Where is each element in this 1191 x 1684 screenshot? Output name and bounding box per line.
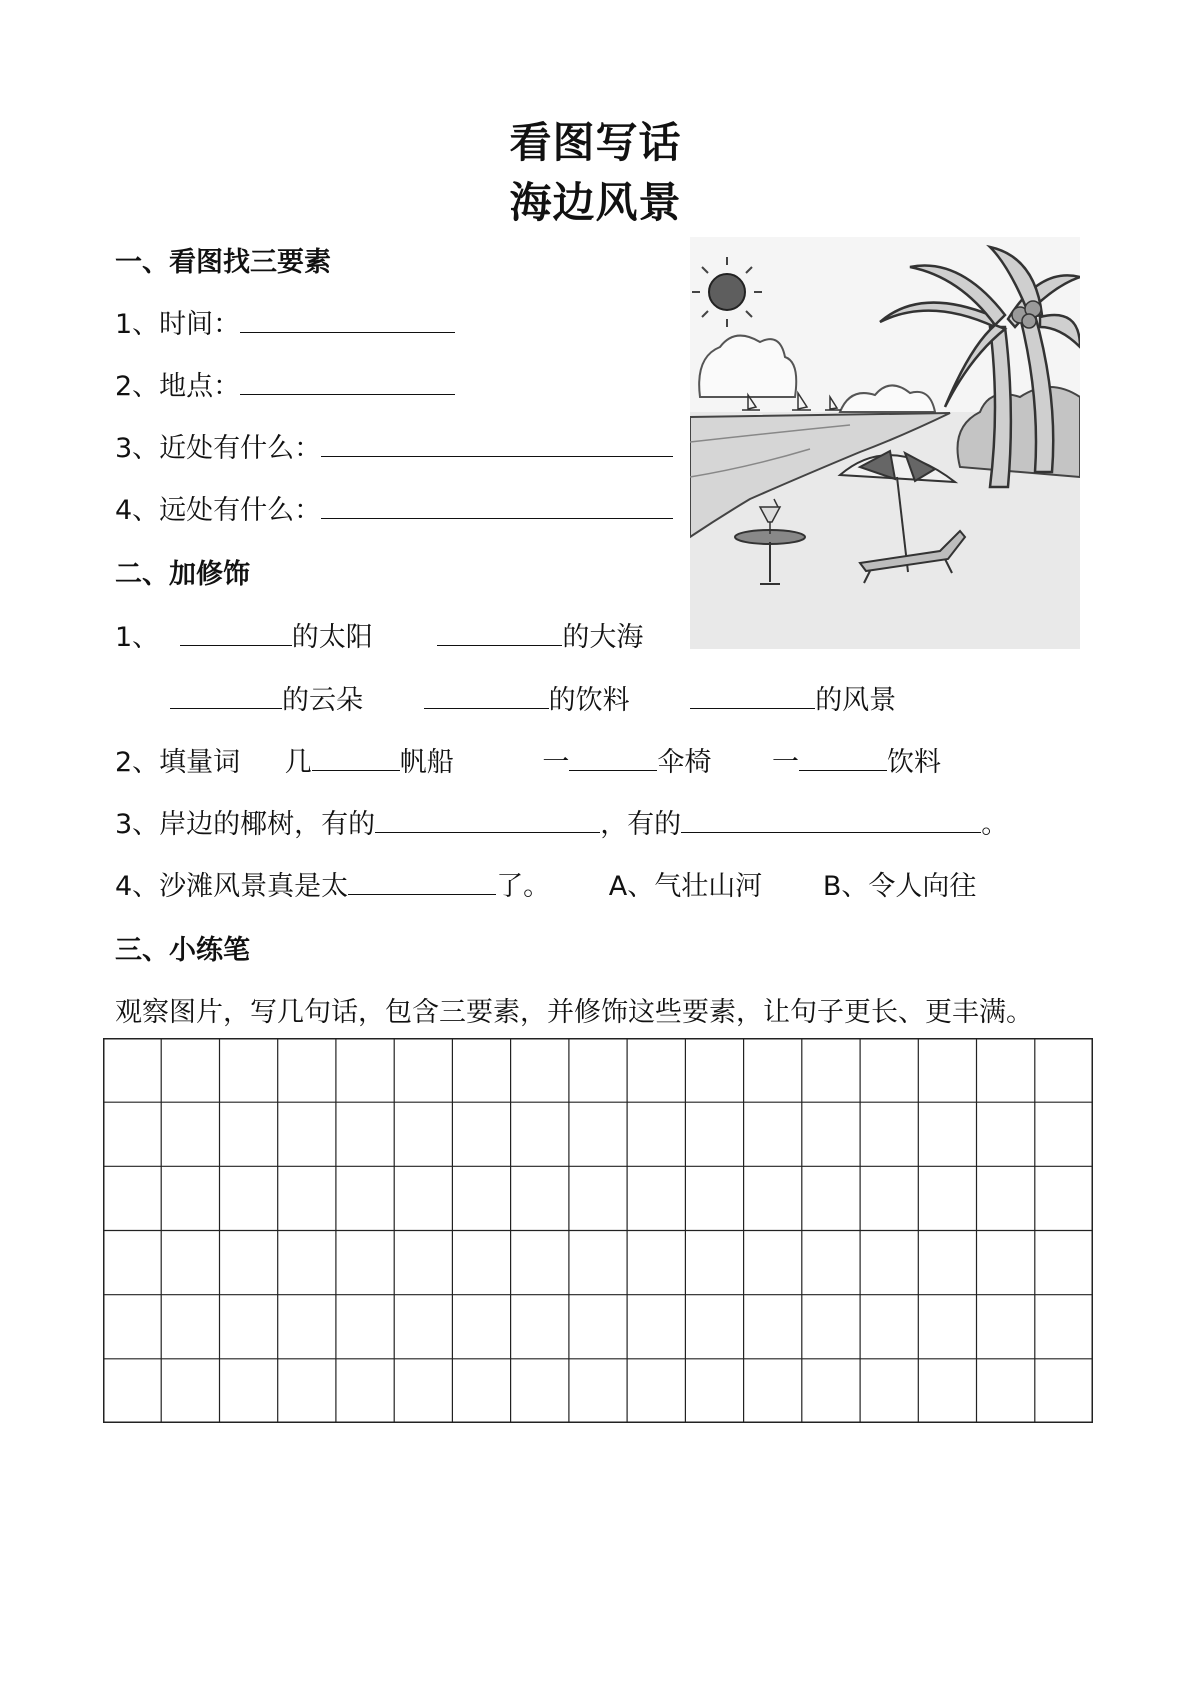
q-place-label: 2、地点： xyxy=(115,371,241,402)
section3-heading: 三、小练笔 xyxy=(115,935,250,966)
modifier-item: 的饮料 xyxy=(548,685,630,716)
answer-blank[interactable] xyxy=(170,682,282,709)
section1-heading: 一、看图找三要素 xyxy=(115,247,331,278)
page-title: 看图写话 xyxy=(509,118,682,167)
measure-pre: 一 xyxy=(771,747,799,778)
option-b[interactable]: B、令人向往 xyxy=(822,871,977,902)
q-beach-prefix: 4、沙滩风景真是太 xyxy=(115,871,349,902)
answer-blank[interactable] xyxy=(690,682,815,709)
q-modifier-num: 1、 xyxy=(115,622,160,653)
q-coconut-mid: ，有的 xyxy=(600,809,682,840)
answer-blank[interactable] xyxy=(424,682,549,709)
answer-blank[interactable] xyxy=(240,306,455,333)
answer-blank[interactable] xyxy=(375,806,600,833)
answer-blank[interactable] xyxy=(681,806,981,833)
modifier-item: 的云朵 xyxy=(282,685,363,716)
answer-blank[interactable] xyxy=(437,619,562,646)
q-near xyxy=(115,426,673,465)
measure-pre: 一 xyxy=(542,747,570,778)
q-far-label: 4、远处有什么： xyxy=(115,495,322,526)
q-coconut-end: 。 xyxy=(981,809,1009,840)
q-modifier-row1 xyxy=(115,615,643,654)
q-far xyxy=(115,488,673,527)
q-beach-scenery xyxy=(115,864,976,903)
modifier-item: 的风景 xyxy=(815,685,897,716)
answer-blank[interactable] xyxy=(180,619,292,646)
answer-blank[interactable] xyxy=(312,744,400,771)
q-beach-suffix: 了。 xyxy=(496,871,551,902)
section3-instruction: 观察图片，写几句话，包含三要素，并修饰这些要素，让句子更长、更丰满。 xyxy=(115,997,1033,1028)
q-place xyxy=(115,364,455,403)
q-near-label: 3、近处有什么： xyxy=(115,433,322,464)
modifier-item: 的太阳 xyxy=(291,622,373,653)
answer-blank[interactable] xyxy=(321,492,673,519)
answer-blank[interactable] xyxy=(240,368,455,395)
measure-post: 饮料 xyxy=(886,747,941,778)
writing-grid[interactable] xyxy=(103,1038,1093,1423)
q-time xyxy=(115,302,455,341)
section2-heading: 二、加修饰 xyxy=(115,559,250,590)
answer-blank[interactable] xyxy=(348,868,496,895)
answer-blank[interactable] xyxy=(569,744,657,771)
measure-pre: 几 xyxy=(284,747,312,778)
measure-post: 帆船 xyxy=(399,747,454,778)
q-measure-words xyxy=(115,740,941,779)
option-a[interactable]: A、气壮山河 xyxy=(608,871,763,902)
page-subtitle: 海边风景 xyxy=(509,178,682,227)
modifier-item: 的大海 xyxy=(562,622,644,653)
q-time-label: 1、时间： xyxy=(115,309,241,340)
measure-post: 伞椅 xyxy=(657,747,712,778)
q-coconut-trees xyxy=(115,802,1008,841)
beach-scene-illustration xyxy=(690,237,1080,649)
q-coconut-prefix: 3、岸边的椰树，有的 xyxy=(115,809,376,840)
q-modifier-row2 xyxy=(170,678,896,717)
q-measure-label: 2、填量词 xyxy=(115,747,241,778)
answer-blank[interactable] xyxy=(321,430,673,457)
answer-blank[interactable] xyxy=(799,744,887,771)
